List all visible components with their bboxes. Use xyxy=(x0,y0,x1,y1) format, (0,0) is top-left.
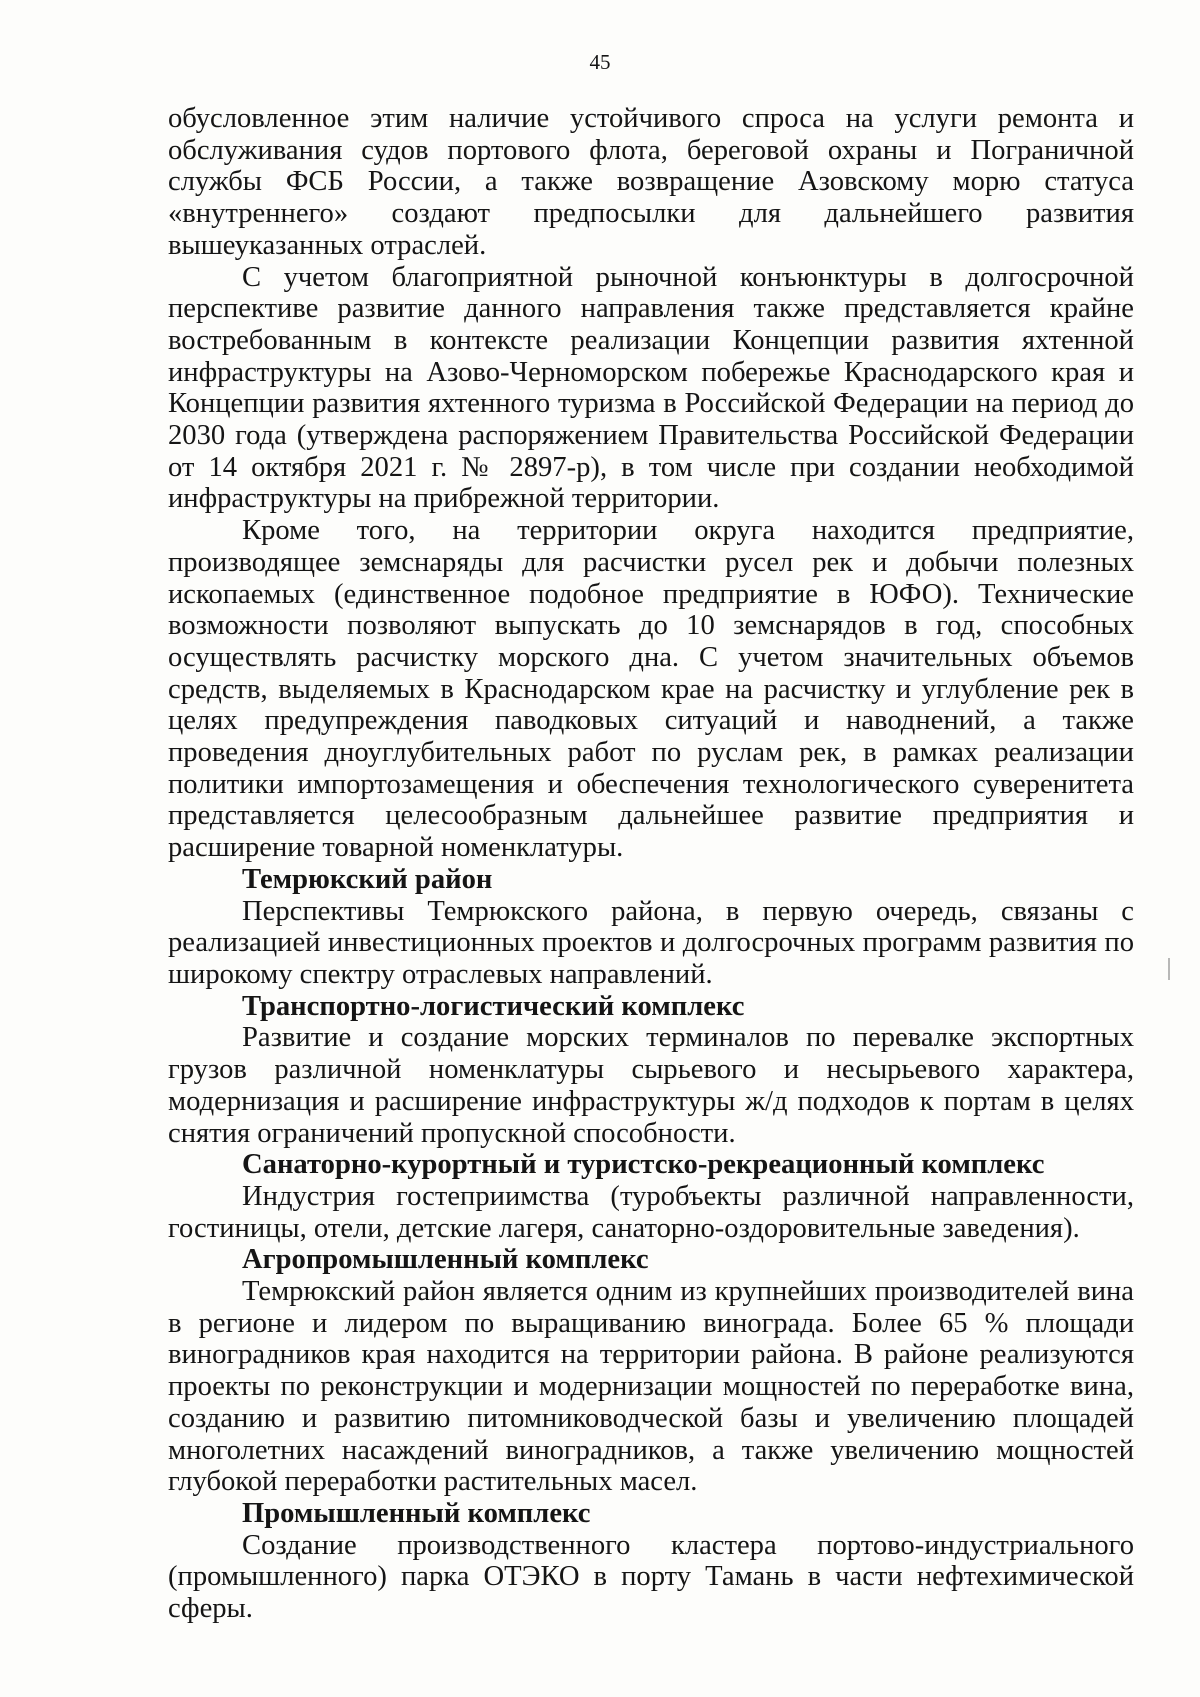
document-body xyxy=(168,103,1134,1625)
page-number: 45 xyxy=(589,50,611,74)
heading-temryuk-district: Темрюкский район xyxy=(242,863,493,895)
paragraph-oteko-park: Создание производственного кластера портово-индустриального (промышленного) парка ОТЭКО в порту Тамань в части нефтехимической сферы. xyxy=(168,1529,1134,1625)
paragraph-hospitality: Индустрия гостеприимства (туробъекты различной направленности, гостиницы, отели, детские лагеря, санаторно-оздоровительные заведения). xyxy=(168,1180,1134,1244)
heading-sanatorium-tourism: Санаторно-курортный и туристско-рекреационный комплекс xyxy=(242,1149,1045,1181)
paragraph-winemaking: Темрюкский район является одним из крупнейших производителей вина в регионе и лидером по выращиванию винограда. Более 65 % площади виноградников края находится на территории района. В районе реализуются проекты по реконструкции и модернизации мощностей по переработке вина, созданию и развитию питомниководческой базы и увеличению площадей многолетних насаждений виноградников, а также увеличению мощностей глубокой переработки растительных масел. xyxy=(168,1276,1134,1498)
paragraph-dredgers: Кроме того, на территории округа находится предприятие, производящее земснаряды для расчистки русел рек и добычи полезных ископаемых (единственное подобное предприятие в ЮФО). Технические возможности позволяют выпускать до 10 земснарядов в год, способных осуществлять расчистку морского дна. С учетом значительных объемов средств, выделяемых в Краснодарском крае на расчистку и углубление рек в целях предупреждения паводковых ситуаций и наводнений, а также проведения дноуглубительных работ по руслам рек, в рамках реализации политики импортозамещения и обеспечения технологического суверенитета представляется целесообразным дальнейшее развитие предприятия и расширение товарной номенклатуры. xyxy=(168,515,1134,864)
paragraph-temryuk-prospects: Перспективы Темрюкского района, в первую очередь, связаны с реализацией инвестиционных проектов и долгосрочных программ развития по широкому спектру отраслевых направлений. xyxy=(168,895,1134,990)
paragraph-continuation: обусловленное этим наличие устойчивого спроса на услуги ремонта и обслуживания судов портового флота, береговой охраны и Пограничной службы ФСБ России, а также возвращение Азовскому морю статуса «внутреннего» создают предпосылки для дальнейшего развития вышеуказанных отраслей. xyxy=(168,103,1134,261)
heading-industrial: Промышленный комплекс xyxy=(242,1497,591,1529)
heading-transport-logistics: Транспортно-логистический комплекс xyxy=(242,990,745,1022)
paragraph-transport-logistics: Развитие и создание морских терминалов по перевалке экспортных грузов различной номенклатуры сырьевого и несырьевого характера, модернизация и расширение инфраструктуры ж/д подходов к портам в целях снятия ограничений пропускной способности. xyxy=(168,1022,1134,1149)
paragraph-yacht-infrastructure: С учетом благоприятной рыночной конъюнктуры в долгосрочной перспективе развитие данного направления также представляется крайне востребованным в контексте реализации Концепции развития яхтенной инфраструктуры на Азово-Черноморском побережье Краснодарского края и Концепции развития яхтенного туризма в Российской Федерации на период до 2030 года (утверждена распоряжением Правительства Российской Федерации от 14 октября 2021 г. № 2897-р), в том числе при создании необходимой инфраструктуры на прибрежной территории. xyxy=(168,261,1134,515)
scan-edge-mark xyxy=(1168,958,1170,980)
heading-agro-industrial: Агропромышленный комплекс xyxy=(242,1244,649,1276)
